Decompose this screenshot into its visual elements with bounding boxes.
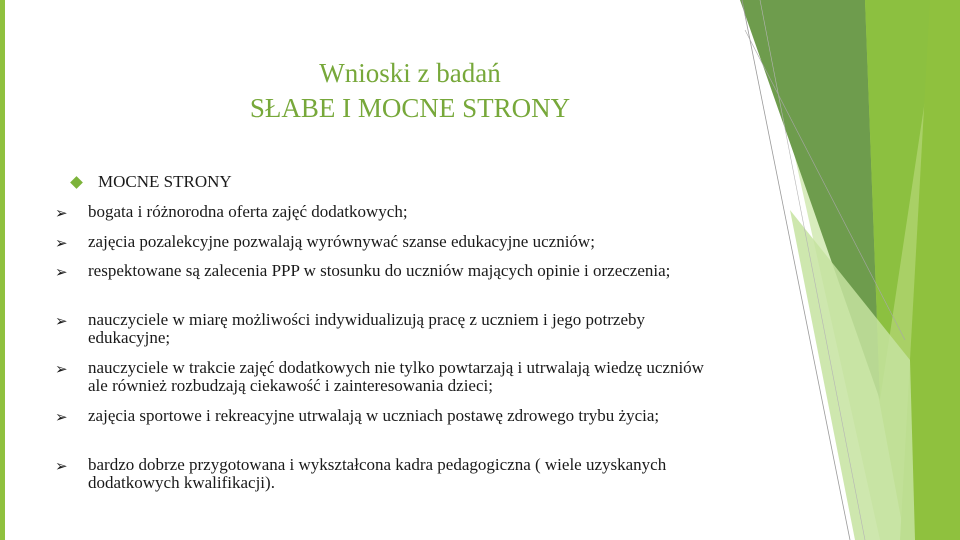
section-heading-text: MOCNE STRONY [98,172,232,191]
arrowhead-bullet-icon: ➢ [55,408,68,426]
list-item-text: zajęcia sportowe i rekreacyjne utrwalają w uczniach postawę zdrowego trybu życia; [88,406,660,425]
list-item-text: respektowane są zalecenia PPP w stosunku do uczniów mających opinie i orzeczenia; [88,261,671,280]
arrowhead-bullet-icon: ➢ [55,360,68,378]
list-item-text: nauczyciele w trakcie zajęć dodatkowych nie tylko powtarzają i utrwalają wiedzę uczniów ale również rozbudzają ciekawość i zainteresowania dzieci; [88,358,704,395]
slide-subtitle: SŁABE I MOCNE STRONY [249,93,571,123]
left-accent-strip [0,0,5,540]
arrowhead-bullet-icon: ➢ [55,263,68,281]
list-item-text: nauczyciele w miarę możliwości indywidualizują pracę z uczniem i jego potrzeby edukacyjne; [88,310,645,347]
slide-title: Wnioski z badań [319,58,501,88]
list-item-text: zajęcia pozalekcyjne pozwalają wyrównywać szanse edukacyjne uczniów; [88,232,595,251]
arrowhead-bullet-icon: ➢ [55,457,68,475]
arrowhead-bullet-icon: ➢ [55,234,68,252]
list-item-text: bardzo dobrze przygotowana i wykształcona kadra pedagogiczna ( wiele uzyskanych dodatkowych kwalifikacji). [88,455,667,492]
arrowhead-bullet-icon: ➢ [55,204,68,222]
arrowhead-bullet-icon: ➢ [55,312,68,330]
list-item-text: bogata i różnorodna oferta zajęć dodatkowych; [88,202,408,221]
